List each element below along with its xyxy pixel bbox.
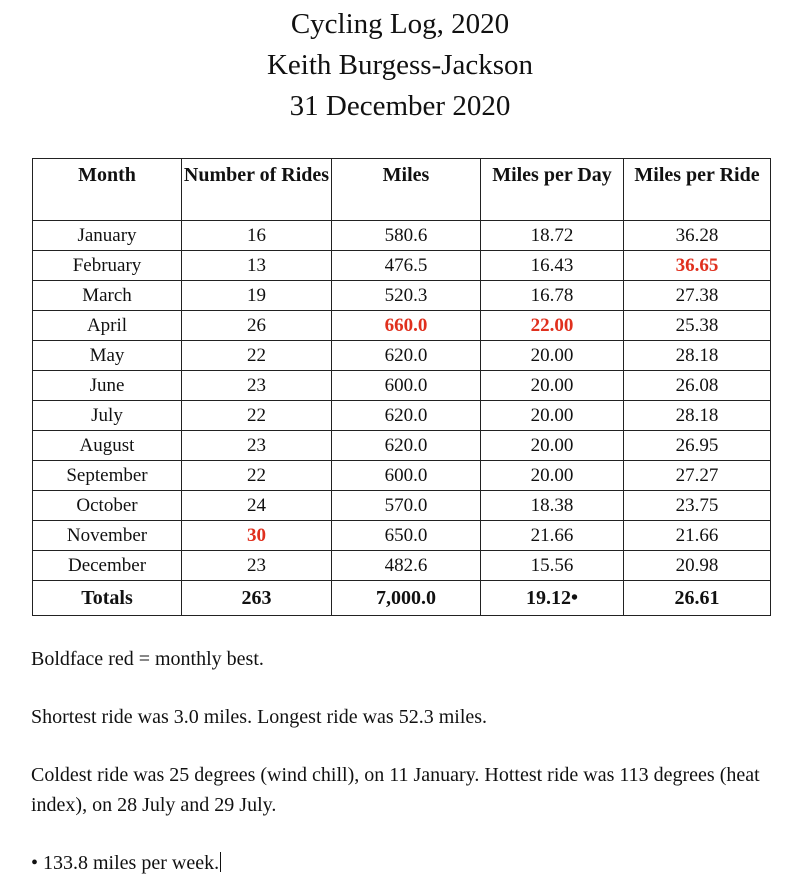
table-row (33, 251, 771, 281)
table-row (33, 311, 771, 341)
cell-month: August (33, 431, 182, 461)
totals-label: Totals (33, 581, 182, 616)
footnote[interactable] (31, 848, 771, 878)
cell-miles-per-ride: 21.66 (624, 521, 771, 551)
shortest-longest-note: Shortest ride was 3.0 miles. Longest ride was 52.3 miles. (31, 706, 488, 728)
table-row (33, 221, 771, 251)
legend-note: Boldface red = monthly best. (31, 648, 264, 670)
cell-miles-per-day: 15.56 (481, 551, 624, 581)
cell-miles-per-day: 20.00 (481, 341, 624, 371)
totals-rides: 263 (182, 581, 332, 616)
cell-miles: 600.0 (332, 461, 481, 491)
text-cursor (220, 852, 221, 872)
cell-rides: 23 (182, 371, 332, 401)
table-row (33, 401, 771, 431)
cell-miles-per-day-best: 22.00 (481, 311, 624, 341)
cell-miles-per-ride: 25.38 (624, 311, 771, 341)
header-miles-per-day: Miles per Day (481, 159, 624, 221)
cell-rides: 26 (182, 311, 332, 341)
cell-miles-best: 660.0 (332, 311, 481, 341)
table-row (33, 551, 771, 581)
totals-miles: 7,000.0 (332, 581, 481, 616)
cell-miles: 600.0 (332, 371, 481, 401)
table-row (33, 431, 771, 461)
cell-miles-per-ride: 28.18 (624, 401, 771, 431)
cell-month: June (33, 371, 182, 401)
footnote-text: • 133.8 miles per week. (31, 852, 220, 874)
cell-miles-per-ride: 26.95 (624, 431, 771, 461)
cell-miles-per-ride: 20.98 (624, 551, 771, 581)
cell-rides: 23 (182, 431, 332, 461)
cell-miles: 482.6 (332, 551, 481, 581)
cell-month: February (33, 251, 182, 281)
cell-miles-per-ride-best: 36.65 (624, 251, 771, 281)
cell-rides: 13 (182, 251, 332, 281)
totals-row (33, 581, 771, 616)
cell-miles: 580.6 (332, 221, 481, 251)
table-row (33, 521, 771, 551)
cell-rides: 22 (182, 401, 332, 431)
cell-miles-per-ride: 26.08 (624, 371, 771, 401)
cell-miles: 650.0 (332, 521, 481, 551)
cell-miles-per-day: 16.43 (481, 251, 624, 281)
title-line-3: 31 December 2020 (289, 90, 511, 122)
cell-month: January (33, 221, 182, 251)
table-row (33, 371, 771, 401)
cell-miles-per-day: 20.00 (481, 371, 624, 401)
cell-miles-per-day: 16.78 (481, 281, 624, 311)
cell-miles-per-ride: 28.18 (624, 341, 771, 371)
cell-miles: 570.0 (332, 491, 481, 521)
cell-month: September (33, 461, 182, 491)
cell-rides: 16 (182, 221, 332, 251)
header-month: Month (33, 159, 182, 221)
title-line-2: Keith Burgess-Jackson (266, 49, 534, 81)
table-row (33, 461, 771, 491)
cell-miles: 476.5 (332, 251, 481, 281)
table-row (33, 491, 771, 521)
cell-miles-per-ride: 27.38 (624, 281, 771, 311)
cell-miles: 620.0 (332, 431, 481, 461)
coldest-hottest-note: Coldest ride was 25 degrees (wind chill), on 11 January. Hottest ride was 113 degrees (heat index), on 28 July and 29 July. (31, 764, 760, 816)
cell-miles-per-day: 18.38 (481, 491, 624, 521)
cell-miles-per-ride: 36.28 (624, 221, 771, 251)
cell-miles-per-day: 20.00 (481, 461, 624, 491)
cell-miles-per-day: 21.66 (481, 521, 624, 551)
table-row (33, 281, 771, 311)
cell-miles: 620.0 (332, 341, 481, 371)
totals-miles-per-day: 19.12• (481, 581, 624, 616)
cell-miles: 520.3 (332, 281, 481, 311)
cell-miles-per-ride: 27.27 (624, 461, 771, 491)
cell-miles-per-day: 20.00 (481, 431, 624, 461)
cell-rides: 23 (182, 551, 332, 581)
cell-rides-best: 30 (182, 521, 332, 551)
cell-month: July (33, 401, 182, 431)
cycling-log-table (32, 158, 771, 616)
cell-rides: 22 (182, 461, 332, 491)
cell-miles-per-day: 20.00 (481, 401, 624, 431)
header-rides: Number of Rides (182, 159, 332, 221)
cell-month: May (33, 341, 182, 371)
cell-month: November (33, 521, 182, 551)
document-title (0, 4, 800, 127)
cell-miles-per-day: 18.72 (481, 221, 624, 251)
table-row (33, 341, 771, 371)
cell-month: March (33, 281, 182, 311)
cell-miles-per-ride: 23.75 (624, 491, 771, 521)
header-miles: Miles (332, 159, 481, 221)
cell-miles: 620.0 (332, 401, 481, 431)
table-header-row (33, 159, 771, 221)
totals-miles-per-ride: 26.61 (624, 581, 771, 616)
header-miles-per-ride: Miles per Ride (624, 159, 771, 221)
cell-month: December (33, 551, 182, 581)
cell-rides: 22 (182, 341, 332, 371)
cell-month: October (33, 491, 182, 521)
cell-rides: 19 (182, 281, 332, 311)
cell-month: April (33, 311, 182, 341)
title-line-1: Cycling Log, 2020 (290, 8, 510, 40)
cell-rides: 24 (182, 491, 332, 521)
